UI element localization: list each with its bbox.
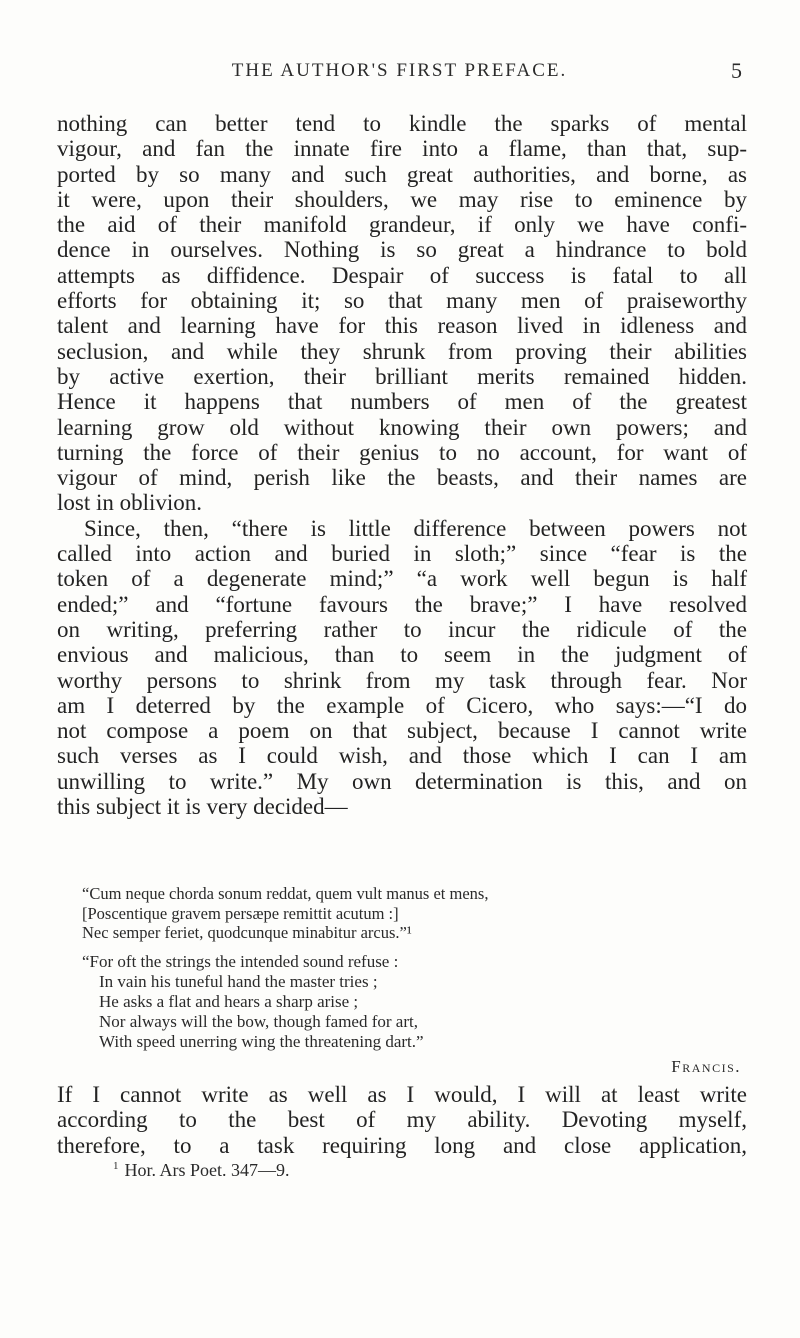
text-line: by active exertion, their brilliant merits remained hidden.	[57, 363, 747, 389]
latin-quotation	[82, 884, 742, 943]
paragraph-3	[57, 1082, 747, 1158]
text-line: it were, upon their shoulders, we may rise to eminence by	[57, 186, 747, 212]
text-line: turning the force of their genius to no account, for want of	[57, 439, 747, 465]
body-text	[57, 111, 747, 819]
text-line: dence in ourselves. Nothing is so great a hindrance to bold	[57, 237, 747, 263]
verse-line: “For oft the strings the intended sound refuse :	[82, 952, 399, 971]
text-line: unwilling to write.” My own determination is this, and on	[57, 768, 747, 794]
text-line: talent and learning have for this reason lived in idleness and	[57, 313, 747, 339]
text-line: Hence it happens that numbers of men of the greatest	[57, 389, 747, 415]
text-line: lost in oblivion.	[57, 490, 203, 516]
footnote-marker: 1	[113, 1160, 119, 1172]
verse-line: In vain his tuneful hand the master tries ;	[99, 972, 378, 991]
text-line: If I cannot write as well as I would, I will at least write	[57, 1082, 747, 1107]
text-line: am I deterred by the example of Cicero, who says:—“I do	[57, 692, 747, 718]
text-line: seclusion, and while they shrunk from proving their abilities	[57, 338, 747, 364]
text-line: such verses as I could wish, and those which I can I am	[57, 743, 747, 769]
verse-line: With speed unerring wing the threatening dart.”	[99, 1032, 424, 1051]
text-line: efforts for obtaining it; so that many men of praiseworthy	[57, 288, 747, 314]
paragraph-1	[57, 111, 747, 516]
verse-translation	[82, 952, 742, 1052]
quote-line: “Cum neque chorda sonum reddat, quem vult manus et mens,	[82, 884, 489, 903]
verse-line: Nor always will the bow, though famed for art,	[99, 1012, 418, 1031]
text-line: ported by so many and such great authorities, and borne, as	[57, 161, 747, 187]
text-line: attempts as diffidence. Despair of success is fatal to all	[57, 262, 747, 288]
text-line: learning grow old without knowing their own powers; and	[57, 414, 747, 440]
footnote-text: Hor. Ars Poet. 347—9.	[124, 1160, 290, 1180]
text-line: Since, then, “there is little difference between powers not	[84, 515, 747, 541]
text-line: according to the best of my ability. Devoting myself,	[57, 1107, 747, 1133]
text-line: vigour, and fan the innate fire into a flame, than that, sup-	[57, 136, 747, 162]
text-line: worthy persons to shrink from my task through fear. Nor	[57, 667, 747, 693]
text-line: nothing can better tend to kindle the sparks of mental	[57, 111, 747, 136]
page-number: 5	[731, 58, 742, 83]
running-title: THE AUTHOR'S FIRST PREFACE.	[231, 60, 568, 81]
text-line: on writing, preferring rather to incur the ridicule of the	[57, 616, 747, 642]
text-line: not compose a poem on that subject, because I cannot write	[57, 718, 747, 744]
footnote	[113, 1160, 290, 1181]
quote-line: Nec semper feriet, quodcunque minabitur arcus.”¹	[82, 923, 412, 942]
running-head	[57, 60, 742, 90]
text-line: envious and malicious, than to seem in the judgment of	[57, 642, 747, 668]
text-line: this subject it is very decided—	[57, 794, 348, 820]
text-line: vigour of mind, perish like the beasts, and their names are	[57, 465, 747, 491]
paragraph-2	[57, 516, 747, 820]
text-line: therefore, to a task requiring long and close application,	[57, 1132, 747, 1158]
verse-attribution: Francis.	[671, 1057, 741, 1076]
text-line: ended;” and “fortune favours the brave;” I have resolved	[57, 591, 747, 617]
text-line: called into action and buried in sloth;” since “fear is the	[57, 541, 747, 567]
verse-line: He asks a flat and hears a sharp arise ;	[99, 992, 359, 1011]
text-line: token of a degenerate mind;” “a work well begun is half	[57, 566, 747, 592]
quote-line: [Poscentique gravem persæpe remittit acutum :]	[82, 903, 399, 923]
text-line: the aid of their manifold grandeur, if only we have confi-	[57, 212, 747, 238]
